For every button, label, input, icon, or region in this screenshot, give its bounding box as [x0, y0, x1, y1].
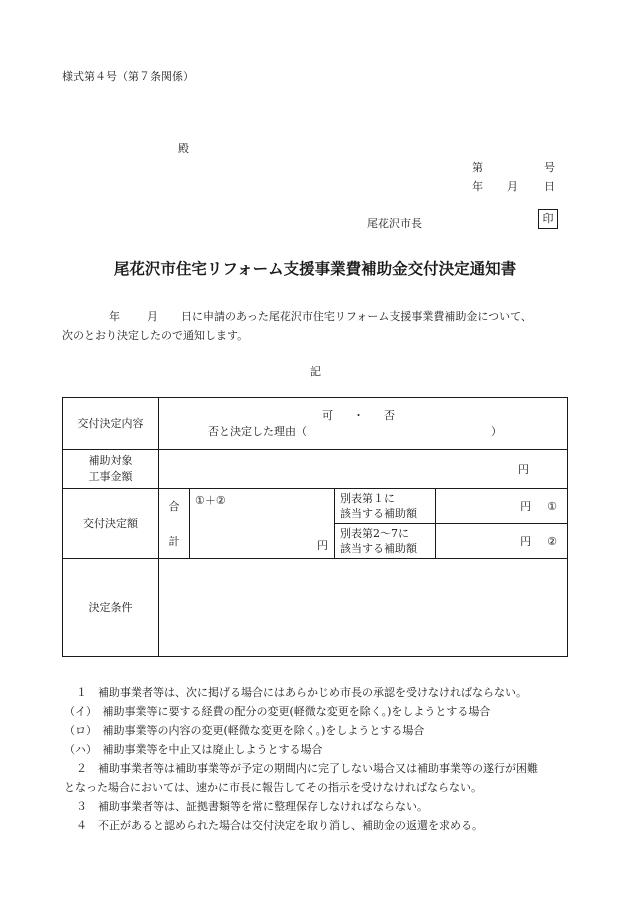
date-year: 年 [472, 180, 483, 193]
note-line: （ロ） 補助事業等の内容の変更(軽微な変更を除く。)をしようとする場合 [64, 724, 425, 737]
decision-label: 交付決定内容 [63, 398, 159, 450]
document-date [472, 178, 555, 194]
note-line: （イ） 補助事業等に要する経費の配分の変更(軽微な変更を除く。)をしようとする場合 [64, 705, 491, 718]
table-row-grant-1 [63, 489, 568, 524]
reason-close: ） [491, 424, 502, 438]
row2-label-1: 別表第2～7に [340, 527, 409, 540]
total-yen: 円 [317, 539, 328, 552]
dot-text: ・ [353, 408, 364, 422]
target-amount-label [63, 450, 159, 489]
doc-no-suffix: 号 [544, 161, 555, 174]
target-label-2: 工事金額 [88, 470, 133, 483]
date-day: 日 [544, 180, 555, 193]
note-line: ２ 補助事業者等は補助事業等が予定の期間内に完了しない場合又は補助事業等の遂行が困難 [76, 762, 538, 775]
row1-label [335, 489, 436, 524]
conditions-cell [159, 559, 568, 657]
grant-label: 交付決定額 [63, 489, 159, 559]
document-number [472, 159, 555, 175]
addressee-suffix: 殿 [178, 142, 189, 155]
note-line: ３ 補助事業者等は、証拠書類等を常に整理保存しなければならない。 [76, 800, 428, 813]
approve-text: 可 [322, 408, 333, 422]
page-title: 尾花沢市住宅リフォーム支援事業費補助金交付決定通知書 [113, 259, 517, 278]
conditions-label: 決定条件 [63, 559, 159, 657]
row2-label-2: 該当する補助額 [340, 542, 417, 555]
notes-section [62, 683, 572, 835]
total-amount [190, 524, 335, 559]
doc-no-prefix: 第 [472, 161, 483, 174]
row1-yen: 円 [520, 500, 532, 513]
target-amount-cell [159, 450, 568, 489]
ki-marker: 記 [310, 365, 321, 378]
intro-line-1 [62, 307, 572, 326]
seal-box: 印 [538, 209, 558, 229]
table-row-target [63, 450, 568, 489]
note-line: （ハ） 補助事業等を中止又は廃止しようとする場合 [64, 743, 323, 756]
note-line: １ 補助事業者等は、次に掲げる場合にはあらかじめ市長の承認を受けなければならない。 [76, 686, 527, 699]
intro-line-2: 次のとおり決定したので通知します。 [62, 329, 249, 342]
target-yen: 円 [518, 463, 529, 476]
reason-open: 否と決定した理由（ [208, 424, 307, 438]
row1-amount [436, 489, 568, 524]
row2-amount [436, 524, 568, 559]
row1-label-1: 別表第１に [340, 492, 395, 505]
row1-label-2: 該当する補助額 [340, 507, 417, 520]
intro-paragraph [62, 307, 572, 345]
row2-label [335, 524, 436, 559]
target-label-1: 補助対象 [88, 454, 133, 467]
decision-cell [159, 398, 568, 450]
table-row-conditions [63, 559, 568, 657]
total-char-1: 合 [159, 489, 190, 524]
table-row-decision [63, 398, 568, 450]
intro-year: 年 [109, 310, 120, 323]
form-number: 様式第４号（第７条関係） [62, 70, 194, 83]
total-formula: ①＋② [190, 489, 335, 524]
row2-yen: 円 [520, 535, 532, 548]
date-month: 月 [507, 180, 518, 193]
total-char-2: 計 [159, 524, 190, 559]
row2-mark: ② [547, 535, 557, 548]
reject-text: 否 [384, 408, 395, 422]
row1-mark: ① [547, 500, 557, 513]
note-line: となった場合においては、速かに市長に報告してその指示を受けなければならない。 [64, 781, 482, 794]
note-line: ４ 不正があると認められた場合は交付決定を取り消し、補助金の返還を求める。 [76, 819, 483, 832]
decision-table [62, 397, 568, 657]
issuer: 尾花沢市長 [367, 217, 422, 230]
intro-month: 月 [147, 310, 158, 323]
intro-line1-rest: 日に申請のあった尾花沢市住宅リフォーム支援事業費補助金について、 [181, 310, 532, 323]
